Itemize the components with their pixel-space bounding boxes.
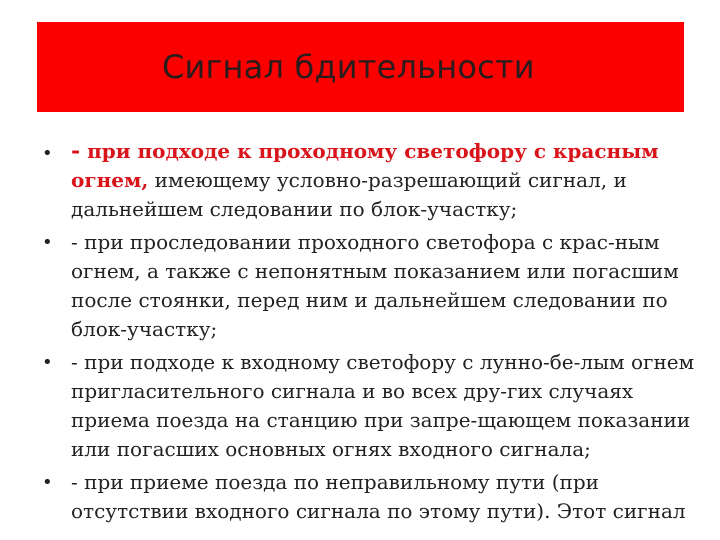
list-item <box>42 468 702 526</box>
item-text: - при проследовании проходного светофора с крас-ным огнем, а также с непонятным показанием или погасшим после стоянки, перед ним и дальнейшем следовании по блок-участку; <box>71 230 679 341</box>
item-text: имеющему условно-разрешающий сигнал, и дальнейшем следовании по блок-участку; <box>71 168 627 221</box>
bullet-icon: • <box>42 352 53 373</box>
highlight-dash: - <box>71 138 81 164</box>
highlight-text: при подходе к проходному светофору с красным огнем, <box>71 139 659 192</box>
bullet-icon: • <box>42 232 53 253</box>
list-item <box>42 137 702 224</box>
bullet-icon: • <box>42 472 53 493</box>
list-item <box>42 348 702 464</box>
item-text: - при приеме поезда по неправильному пути (при отсутствии входного сигнала по этому пути). Этот сигнал <box>71 470 686 523</box>
list-item <box>42 228 702 344</box>
bullet-list <box>42 137 702 530</box>
title-bar <box>37 22 684 112</box>
slide-title: Сигнал бдительности <box>162 48 535 86</box>
bullet-icon: • <box>42 143 53 164</box>
item-text: - при подходе к входному светофору с лунно-бе-лым огнем пригласительного сигнала и во всех дру-гих случаях приема поезда на станцию при запре-щающем показании или погасших основных огнях входного сигнала; <box>71 350 695 461</box>
